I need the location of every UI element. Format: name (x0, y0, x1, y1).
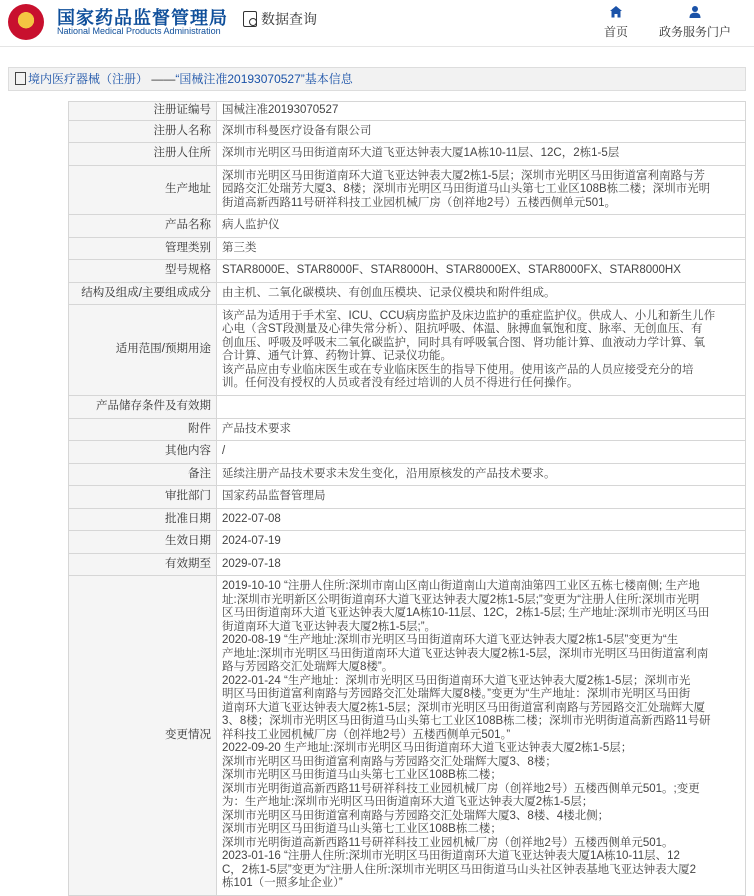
breadcrumb-category-link[interactable]: 境内医疗器械（注册） (28, 72, 149, 86)
field-label: 型号规格 (69, 260, 217, 283)
detail-row (69, 418, 746, 441)
breadcrumb-separator: —— (151, 72, 176, 86)
field-label: 其他内容 (69, 441, 217, 464)
field-value: 深圳市光明区马田街道南环大道飞亚达钟表大厦2栋1-5层；深圳市光明区马田街道富利南路与芳 园路交汇处瑞芳大厦3、8楼；深圳市光明区马田街道马山头第七工业区108B栋二楼；深圳市光明 街道高新西路11号研祥科技工业园机械厂房（创祥地2号）五楼西侧单元501。 (217, 165, 746, 215)
nav-home[interactable] (604, 5, 628, 40)
site-header (0, 0, 754, 47)
detail-row (69, 102, 746, 121)
field-value: 病人监护仪 (217, 215, 746, 238)
detail-row (69, 396, 746, 419)
data-query-link[interactable] (243, 9, 317, 29)
field-label: 管理类别 (69, 237, 217, 260)
field-value: 国械注准20193070527 (217, 102, 746, 121)
site-title[interactable]: 国家药品监督管理局 (57, 8, 228, 28)
field-label: 变更情况 (69, 576, 217, 896)
field-label: 适用范围/预期用途 (69, 305, 217, 396)
field-value: 该产品为适用于手术室、ICU、CCU病房监护及床边监护的重症监护仪。供成人、小儿和新生儿作 心电（含ST段测量及心律失常分析）、阻抗呼吸、体温、脉搏血氧饱和度、脉率、无创血压、有 创血压、呼吸及呼吸末二氧化碳监护，同时具有呼吸氧合图、肾功能计算、血液动力学计算、氧 合计算、通气计算、药物计算、记录仪功能。 该产品应由专业临床医生或在专业临床医生的指导下使用。使用该产品的人员应接受充分的培 训。任何没有授权的人员或者没有经过培训的人员不得进行任何操作。 (217, 305, 746, 396)
field-value: 2029-07-18 (217, 553, 746, 576)
registration-detail-table (68, 101, 746, 896)
field-value: 国家药品监督管理局 (217, 486, 746, 509)
detail-row (69, 215, 746, 238)
detail-row (69, 486, 746, 509)
field-value: 2024-07-19 (217, 531, 746, 554)
field-label: 结构及组成/主要组成成分 (69, 282, 217, 305)
detail-row (69, 260, 746, 283)
field-label: 产品储存条件及有效期 (69, 396, 217, 419)
field-value: 2019-10-10 “注册人住所:深圳市南山区南山街道南山大道南油第四工业区五栋七楼南侧; 生产地 址:深圳市光明新区公明街道南环大道飞亚达钟表大厦2栋1-5层;”变更为“注册人住所:深圳市光明 区马田街道南环大道飞亚达钟表大厦1A栋10-11层、12C，2栋1-5层; 生产地址:深圳市光明区马田 街道南环大道飞亚达钟表大厦2栋1-5层;”。 2020-08-19 “生产地址:深圳市光明区马田街道南环大道飞亚达钟表大厦2栋1-5层”变更为“生 产地址:深圳市光明区马田街道南环大道飞亚达钟表大厦2栋1-5层，深圳市光明区马田街道富利南 路与芳园路交汇处瑞辉大厦8楼”。 2022-01-24 “生产地址：深圳市光明区马田街道南环大道飞亚达钟表大厦2栋1-5层；深圳市光 明区马田街道富利南路与芳园路交汇处瑞辉大厦8楼。”变更为“生产地址：深圳市光明区马田街 道南环大道飞亚达钟表大厦2栋1-5层；深圳市光明区马田街道富利南路与芳园路交汇处瑞辉大厦 3、8楼；深圳市光明区马田街道马山头第七工业区108B栋二楼；深圳市光明街道高新西路11号研 祥科技工业园机械厂房（创祥地2号）五楼西侧单元501。” 2022-09-20 生产地址:深圳市光明区马田街道南环大道飞亚达钟表大厦2栋1-5层； 深圳市光明区马田街道富利南路与芳园路交汇处瑞辉大厦3、8楼； 深圳市光明区马田街道马山头第七工业区108B栋二楼； 深圳市光明街道高新西路11号研祥科技工业园机械厂房（创祥地2号）五楼西侧单元501。;变更 为：生产地址:深圳市光明区马田街道南环大道飞亚达钟表大厦2栋1-5层； 深圳市光明区马田街道富利南路与芳园路交汇处瑞辉大厦3、8楼、4楼北侧； 深圳市光明区马田街道马山头第七工业区108B栋二楼； 深圳市光明街道高新西路11号研祥科技工业园机械厂房（创祥地2号）五楼西侧单元501。 2023-01-16 “注册人住所:深圳市光明区马田街道南环大道飞亚达钟表大厦1A栋10-11层、12 C，2栋1-5层”变更为“注册人住所:深圳市光明区马田街道马山头社区钟表基地飞亚达钟表大厦2 栋101（一照多址企业）” (217, 576, 746, 896)
site-subtitle: National Medical Products Administration (57, 26, 221, 36)
detail-row (69, 165, 746, 215)
field-label: 批准日期 (69, 508, 217, 531)
field-value: 由主机、二氧化碳模块、有创血压模块、记录仪模块和附件组成。 (217, 282, 746, 305)
field-label: 备注 (69, 463, 217, 486)
field-value (217, 396, 746, 419)
field-label: 审批部门 (69, 486, 217, 509)
field-label: 生效日期 (69, 531, 217, 554)
field-label: 生产地址 (69, 165, 217, 215)
nav-home-label: 首页 (604, 25, 629, 39)
field-label: 注册人住所 (69, 143, 217, 166)
field-label: 注册证编号 (69, 102, 217, 121)
nav-service-portal[interactable] (659, 5, 731, 40)
field-value: STAR8000E、STAR8000F、STAR8000H、STAR8000EX、STAR8000FX、STAR8000HX (217, 260, 746, 283)
user-icon (688, 5, 702, 19)
field-value: 产品技术要求 (217, 418, 746, 441)
field-value: 延续注册产品技术要求未发生变化，沿用原核发的产品技术要求。 (217, 463, 746, 486)
detail-row (69, 531, 746, 554)
field-value: 第三类 (217, 237, 746, 260)
breadcrumb-record-title: “国械注准20193070527”基本信息 (175, 72, 353, 86)
field-value: 深圳市科曼医疗设备有限公司 (217, 120, 746, 143)
detail-row (69, 282, 746, 305)
detail-row (69, 553, 746, 576)
detail-row (69, 576, 746, 896)
document-icon (15, 72, 26, 85)
detail-row (69, 237, 746, 260)
breadcrumb (8, 67, 746, 91)
detail-row (69, 463, 746, 486)
home-icon (609, 5, 623, 19)
nav-service-label: 政务服务门户 (659, 25, 732, 39)
query-icon (243, 11, 257, 27)
detail-row (69, 508, 746, 531)
field-label: 有效期至 (69, 553, 217, 576)
national-emblem-icon[interactable] (8, 4, 44, 40)
data-query-label: 数据查询 (261, 11, 317, 27)
detail-row (69, 143, 746, 166)
field-label: 附件 (69, 418, 217, 441)
field-value: / (217, 441, 746, 464)
detail-row (69, 441, 746, 464)
detail-row (69, 120, 746, 143)
detail-row (69, 305, 746, 396)
field-label: 注册人名称 (69, 120, 217, 143)
field-label: 产品名称 (69, 215, 217, 238)
field-value: 2022-07-08 (217, 508, 746, 531)
field-value: 深圳市光明区马田街道南环大道飞亚达钟表大厦1A栋10-11层、12C，2栋1-5层 (217, 143, 746, 166)
